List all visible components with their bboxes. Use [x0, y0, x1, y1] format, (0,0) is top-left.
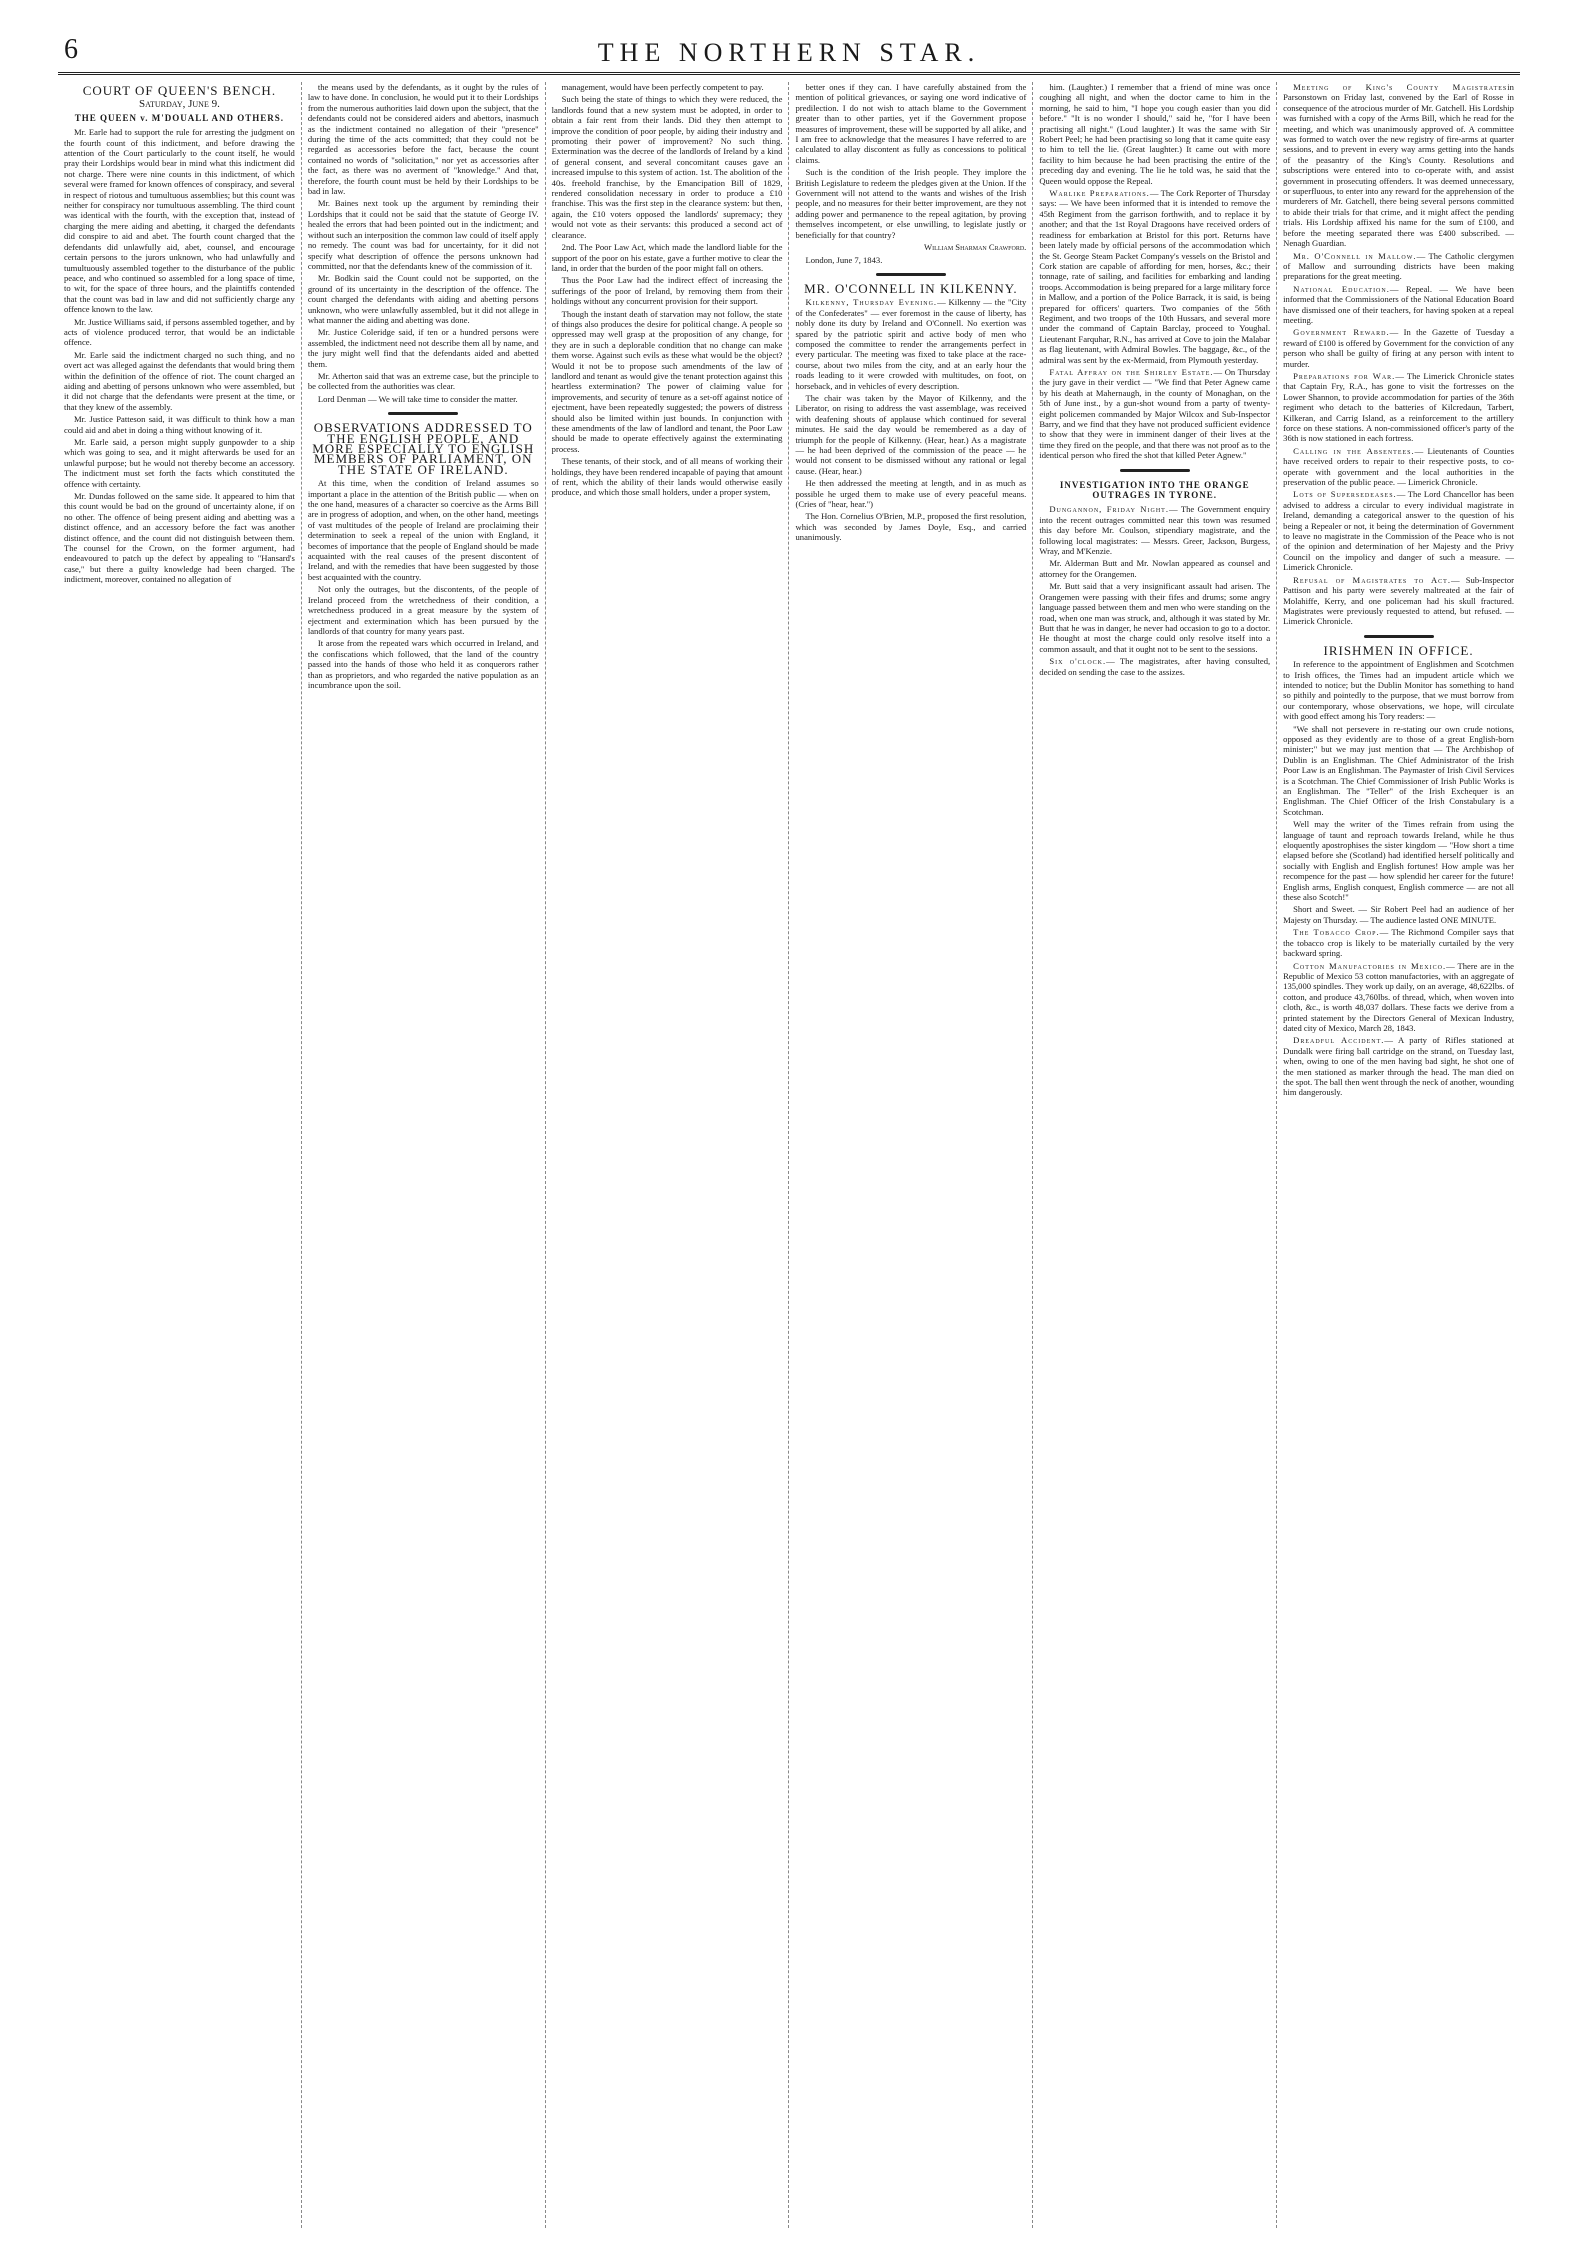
- paragraph-text: The Hon. Cornelius O'Brien, M.P., proposed the first resolution, which was seconded by James Doyle, Esq., and carried unanimously.: [795, 511, 1027, 543]
- column-1: [58, 82, 302, 2228]
- paragraph-lead: Calling in the Absentees.: [1293, 445, 1415, 456]
- paragraph-text: Mr. Alderman Butt and Mr. Nowlan appeared as counsel and attorney for the Orangemen.: [1039, 558, 1271, 579]
- article-paragraph: [795, 167, 1026, 240]
- paragraph-text: Lord Denman — We will take time to consider the matter.: [317, 393, 518, 404]
- article-paragraph: [1283, 327, 1514, 369]
- page-number: 6: [64, 34, 78, 65]
- paragraph-text: — In the Gazette of Tuesday a reward of £100 is offered by Government for the conviction of any person who shall be guilty of firing at any person with intent to murder.: [1283, 327, 1514, 369]
- article-paragraph: [795, 478, 1026, 509]
- article-paragraph: [1283, 446, 1514, 488]
- article-paragraph: [795, 393, 1026, 476]
- paragraph-text: Mr. Bodkin said the Count could not be supported, on the ground of its uncertainty in the description of the offence. The count charged the defendants with aiding and abetting persons unknown, who were unlawfully assembled, but it did not allege in what manner the aiding and abetting was done.: [307, 273, 539, 325]
- article-paragraph: [1283, 724, 1514, 818]
- article-paragraph: [1039, 581, 1270, 654]
- section-heading: IRISHMEN IN OFFICE.: [1323, 642, 1474, 658]
- article-paragraph: [795, 297, 1026, 391]
- paragraph-text: 2nd. The Poor Law Act, which made the landlord liable for the support of the poor on his estate, gave a further motive to clear the land, in order that the burden of the poor might fall on others.: [551, 242, 783, 273]
- article-paragraph: [1283, 904, 1514, 925]
- section-heading: MR. O'CONNELL IN KILKENNY.: [804, 280, 1018, 296]
- paragraph-lead: Preparations for War.: [1293, 370, 1396, 381]
- article-paragraph: [1283, 489, 1514, 572]
- article-paragraph: [1283, 819, 1514, 902]
- article-paragraph: [308, 584, 539, 636]
- newspaper-title: THE NORTHERN STAR.: [597, 38, 981, 67]
- paragraph-lead: Kilkenny, Thursday Evening.: [805, 297, 938, 308]
- article-paragraph: [552, 94, 783, 240]
- paragraph-text: Though the instant death of starvation may not follow, the state of things also produces the desire for political change. A people so oppressed may well grasp at the proposition of any change, for they are in such a deplorable condition that no change can make them worse. Against such evils as these what would be the object? Would it not be to propose such amendments of the law of landlord and tenant as would give the tenant protection against this heartless extermination? The power of claiming value for improvements, and security of tenure as a set-off against notice of ejectment, have been repeatedly suggested; the powers of distress should also be limited within just bounds. In conjunction with these amendments of the law of landlord and tenant, the Poor Law should be made to operate effectively against the exterminating process.: [551, 308, 783, 454]
- section-divider: [1364, 635, 1434, 638]
- article-paragraph: [1283, 284, 1514, 326]
- paragraph-text: Mr. Baines next took up the argument by reminding their Lordships that it could not be said that the statute of George IV. healed the errors that had been pointed out in the indictment; and without such an interposition the common law could of itself apply no remedy. The count was bad for uncertainty, for it did not specify what description of offence the persons unknown had committed, nor that the defendants knew of the commission of it.: [307, 198, 539, 271]
- article-paragraph: [64, 127, 295, 314]
- paragraph-text: — The Richmond Compiler says that the tobacco crop is likely to be materially curtailed by the very backward spring.: [1283, 927, 1514, 959]
- paragraph-text: — The magistrates, after having consulted, decided on sending the case to the assizes.: [1039, 656, 1271, 677]
- column-6: [1277, 82, 1520, 2228]
- section-heading: INVESTIGATION INTO THE ORANGE OUTRAGES IN TYRONE.: [1059, 479, 1250, 501]
- paragraph-text: management, would have been perfectly competent to pay.: [561, 82, 764, 92]
- section-heading: Saturday, June 9.: [139, 98, 220, 111]
- article-paragraph: [1283, 371, 1514, 444]
- paragraph-text: "We shall not persevere in re-stating our own crude notions, opposed as they evidently are to those of a great English-born minister;" but we may just mention that — The Archbishop of Dublin is an Englishman. The Chief Administrator of the Irish Poor Law is an Englishman. The Paymaster of Irish Civil Services is a Scotchman. The Chief Commissioner of Irish Public Works is an Englishman. The "Teller" of the Irish Exchequer is an Englishman. The Chief Officer of the Irish Constabulary is a Scotchman.: [1283, 723, 1514, 817]
- article-paragraph: [64, 437, 295, 489]
- paragraph-lead: Refusal of Magistrates to Act.: [1293, 574, 1451, 585]
- paragraph-lead: Government Reward.: [1293, 327, 1390, 338]
- article-paragraph: [1039, 82, 1270, 186]
- article-paragraph: [1283, 251, 1514, 282]
- paragraph-text: — The Limerick Chronicle states that Captain Fry, R.A., has gone to visit the fortresses on the Lower Shannon, to provide accommodation for parties of the 36th regiment who detach to the batteries of Kilcredaun, Tarbert, Kilkeran, and Carrig Island, as a reinforcement to the artillery force on these stations. A non-commissioned officer's party of the 36th is now stationed in each fortress.: [1283, 370, 1514, 444]
- dateline: London, June 7, 1843.: [805, 254, 883, 265]
- article-paragraph: [1283, 82, 1514, 249]
- column-3: [546, 82, 790, 2228]
- paragraph-text: Mr. Earle said, a person might supply gunpowder to a ship which was going to sea, and it might afterwards be used for an unlawful purpose; but he would not thereby become an accessory. The indictment must set forth the facts which constituted the offence with certainty.: [64, 437, 295, 489]
- paragraph-text: — Kilkenny — the "City of the Confederates" — ever foremost in the cause of liberty, has nobly done its duty by Ireland and O'Connell. No exertion was spared by the patriotic spirit and active body of men who composed the committee to render the arrangements perfect in every particular. The meeting was fixed to take place at the race-course, about two miles from the city, and at an early hour the roads leading to it were crowded with multitudes, on foot, on horseback, and in vehicles of every description.: [795, 297, 1027, 391]
- article-paragraph: [1283, 575, 1514, 627]
- paragraph-text: Well may the writer of the Times refrain from using the language of taunt and reproach towards Ireland, while he thus eloquently apostrophises the sister kingdom — "How short a time elapsed before she (Scotland) had identified herself politically and socially with English and English fortunes! How ample was her recompence for the past — how splendid her career for the future! English arms, English conquest, English commerce — are not all these also Scotch!": [1283, 819, 1514, 903]
- article-paragraph: [1039, 656, 1270, 677]
- column-2: [302, 82, 546, 2228]
- section-divider: [1120, 469, 1190, 472]
- article-paragraph: [795, 82, 1026, 165]
- paragraph-text: Thus the Poor Law had the indirect effect of increasing the sufferings of the poor of Ireland, by removing them from their holdings without any concurrent provision for their support.: [551, 275, 783, 307]
- article-paragraph: [308, 198, 539, 271]
- paragraph-lead: Dungannon, Friday Night.: [1049, 504, 1169, 515]
- paragraph-text: the means used by the defendants, as it ought by the rules of law to have done. In conclusion, he would put it to their Lordships from the numerous authorities laid down upon the subject, that the defendants could not be considered aiders and abettors, inasmuch as the indictment contained no allegation of their "presence" during the time of the acts committed; that they could not be regarded as accessories before the fact, because the count contained no words of "solicitation," nor yet as accessories after the fact, as there was no averment of "knowledge." And that, therefore, the fourth count must be held by their Lordships to be bad in law.: [307, 82, 539, 197]
- paragraph-lead: National Education.: [1293, 283, 1390, 294]
- paragraph-text: The chair was taken by the Mayor of Kilkenny, and the Liberator, on rising to address the vast assemblage, was received with deafening shouts of applause which continued for several minutes. He said the day would be remembered as a day of triumph for the people of Kilkenny. (Hear, hear.) As a magistrate — he had been deprived of the commission of the peace — he would not consent to be dismissed without any rational or legal cause. (Hear, hear.): [795, 392, 1027, 476]
- article-paragraph: [552, 309, 783, 455]
- article-paragraph: [1283, 1035, 1514, 1097]
- paragraph-text: Mr. Butt said that a very insignificant assault had arisen. The Orangemen were passing with their fifes and drums; some angry language passed between them and men who were standing on the road, when one man was struck, and, although it was stated by Mr. Butt that he was in danger, he never had occasion to go to a doctor. He thought at most the charge could only resolve itself into a common assault, and that it ought not to be sent to the sessions.: [1039, 581, 1271, 654]
- paragraph-lead: Cotton Manufactories in Mexico.: [1293, 960, 1447, 971]
- paragraph-text: — The Government enquiry into the recent outrages committed near this town was resumed this day before Mr. Coulson, stipendiary magistrate, and the following local magistrates: — Messrs. Greer, Jackson, Burgess, Wray, and M'Kenzie.: [1039, 504, 1271, 557]
- column-5: [1033, 82, 1277, 2228]
- paragraph-lead: Mr. O'Connell in Mallow.: [1293, 250, 1417, 261]
- article-paragraph: [552, 275, 783, 306]
- article-paragraph: [1283, 659, 1514, 721]
- article-paragraph: [308, 478, 539, 582]
- paragraph-text: — The Catholic clergymen of Mallow and surrounding districts have been making preparations for the great meeting.: [1283, 250, 1514, 282]
- column-grid: [58, 82, 1520, 2228]
- paragraph-lead: The Tobacco Crop.: [1293, 927, 1380, 938]
- article-paragraph: [64, 317, 295, 348]
- section-divider: [876, 273, 946, 276]
- paragraph-lead: Lots of Supersedeases.: [1293, 489, 1397, 500]
- paragraph-text: Short and Sweet. — Sir Robert Peel had an audience of her Majesty on Thursday. — The audience lasted ONE MINUTE.: [1283, 904, 1514, 925]
- paragraph-text: — A party of Rifles stationed at Dundalk were firing ball cartridge on the strand, on Tuesday last, when, owing to one of the men having bad sight, he shot one of the men stationed as marker through the head. The man died on the spot. The ball then went through the neck of another, wounding him dangerously.: [1283, 1035, 1514, 1098]
- paragraph-text: He then addressed the meeting at length, and in as much as possible he urged them to make use of every peaceful means. (Cries of "hear, hear."): [795, 478, 1027, 510]
- paragraph-lead: Six o'clock.: [1049, 656, 1107, 667]
- paragraph-text: — Lieutenants of Counties have received orders to repair to their respective posts, to co-operate with government and the local authorities in the preservation of the public peace. — Limerick Chronicle.: [1283, 445, 1514, 488]
- paragraph-lead: Fatal Affray on the Shirley Estate.: [1049, 366, 1214, 377]
- paragraph-text: — The Lord Chancellor has been advised to address a circular to every individual magistrate in Ireland, demanding a categorical answer to the question of his being a Repealer or not, it being the determination of Government to leave no magistrate in the Commission of the Peace who is not of the opinion and determination of her Majesty and the Privy Council on the impolicy and danger of such a measure. — Limerick Chronicle.: [1283, 489, 1514, 573]
- article-paragraph: [308, 327, 539, 369]
- article-paragraph: [552, 456, 783, 498]
- paragraph-text: Mr. Earle said the indictment charged no such thing, and no overt act was alleged against the defendants that would bring them within the definition of the offence of riot. The count charged an aiding and abetting of persons unknown who were assembled, but it did not charge that the defendants were present at the time, or that they knew of the assembly.: [64, 349, 295, 412]
- article-paragraph: [552, 242, 783, 273]
- paragraph-text: Such being the state of things to which they were reduced, the landlords found that a new system must be adopted, in order to obtain a fair rent from their lands. Did they then attempt to improve the condition of poor people, by aiding their industry and promoting their power of improvement? No such thing. Extermination was the decree of the landlords of Ireland by a kind of general consent, and several concomitant causes gave an increased impulse to this system of action. 1st. The abolition of the 40s. freehold franchise, by the Emancipation Bill of 1829, rendered consolidation necessary in order to produce a £10 franchise. This was the first step in the clearance system: but then, again, the £10 voters opposed the landlords' supremacy; they would not vote as their servants: this produced a second act of clearance.: [551, 94, 783, 240]
- article-paragraph: [308, 394, 539, 404]
- article-paragraph: [1039, 558, 1270, 579]
- paragraph-text: Mr. Dundas followed on the same side. It appeared to him that this count would be bad on the ground of uncertainty alone, if on no other. The offence of being present aiding and abetting was a distinct offence, and an accessory before the fact was another distinct offence, and the count did not distinguish between them. The counsel for the Crown, on the former argument, had endeavoured to patch up the defect by appealing to "Hansard's case," but there a guilty knowledge had been charged. The indictment, moreover, contained no allegation of: [64, 491, 295, 585]
- article-paragraph: [64, 350, 295, 412]
- paragraph-lead: Warlike Preparations.: [1049, 188, 1150, 199]
- signature: William Sharman Crawford.: [924, 242, 1027, 253]
- paragraph-text: — Sub-Inspector Pattison and his party were severely maltreated at the fair of Molahiffe, Kerry, and one policeman had his skull fractured. Magistrates were previously requested to attend, but refused. — Limerick Chronicle.: [1283, 574, 1514, 627]
- paragraph-text: Such is the condition of the Irish people. They implore the British Legislature to redeem the pledges given at the Union. If the Government will not attend to the wants and wishes of the Irish people, and no measures for their better improvement, are they not adding power and permanence to the repeal agitation, by proving themselves incompetent, or else unwilling, to legislate justly or beneficially for that country?: [795, 167, 1027, 240]
- paragraph-lead: Dreadful Accident.: [1293, 1035, 1385, 1046]
- paragraph-text: Mr. Justice Coleridge said, if ten or a hundred persons were assembled, the indictment need not describe them all by name, and the jury might well find that the defendants aided and abetted them.: [307, 327, 539, 369]
- column-4: [789, 82, 1033, 2228]
- paragraph-text: — Repeal. — We have been informed that the Commissioners of the National Education Board have dismissed one of their teachers, for having spoken at a repeal meeting.: [1283, 283, 1514, 325]
- article-paragraph: [308, 82, 539, 196]
- section-divider: [388, 412, 458, 415]
- paragraph-text: Mr. Justice Patteson said, it was difficult to think how a man could aid and abet in doing a thing without knowing of it.: [64, 414, 295, 435]
- paragraph-text: Not only the outrages, but the discontents, of the people of Ireland proceed from the wretchedness of their condition, a wretchedness produced in a great measure by the system of ejectment and extermination which has been pursued by the landlords of that country for many years past.: [307, 584, 539, 636]
- paragraph-text: better ones if they can. I have carefully abstained from the mention of political grievances, or saying one word indicative of predilection. I do not wish to attach blame to the Government greater than to other parties, yet if the Government propose measures of improvement, these will be supported by all alike, and I am free to acknowledge that the measures I have referred to are calculated to allay discontent as fully as concessions to political claims.: [795, 82, 1027, 165]
- article-paragraph: [64, 491, 295, 585]
- paragraph-text: Mr. Justice Williams said, if persons assembled together, and by acts of violence produced terror, that would be an indictable offence.: [64, 316, 295, 348]
- paragraph-text: At this time, when the condition of Ireland assumes so important a place in the attention of the British public — when on the one hand, measures of a character so coercive as the Arms Bill are in progress of adoption, and when, on the other hand, meetings of vast multitudes of the people of Ireland are proclaiming their determination to seek a repeal of the union with England, it becomes of importance that the people of England should be made acquainted with the real causes of the present discontent of Ireland, and with the remedies that have been suggested by those best acquainted with the country.: [307, 478, 539, 582]
- article-paragraph: [1039, 367, 1270, 461]
- article-paragraph: [795, 511, 1026, 542]
- section-heading: THE QUEEN v. M'DOUALL AND OTHERS.: [74, 112, 285, 123]
- article-paragraph: [1039, 188, 1270, 365]
- paragraph-text: Mr. Earle had to support the rule for arresting the judgment on the fourth count of this indictment, and before drawing the attention of the Court particularly to the count itself, he would pray their Lordships would bear in mind what this indictment did not charge. There were nine counts in this indictment, of which several were framed for known offences of conspiracy, and several in respect of riotous and tumultuous assemblies; but this count was neither for conspiracy nor tumultuous assembling. The third count was identical with the fourth, with the exception that, instead of charging the mere aiding and abetting, it charged the defendants did conspire to aid and abet. The fourth count charged that the defendants did unlawfully aid, abet, counsel, and encourage certain persons to the jurors unknown, who had unlawfully and tumultuously assembled together to the disturbance of the public peace, and who continued so assembled for a long space of time, to wit, for the space of three hours, and the plaintiffs contended that the count was bad in law and did not sufficiently charge any offence known to the law.: [64, 127, 295, 315]
- paragraph-text: — On Thursday the jury gave in their verdict — "We find that Peter Agnew came by his death at Mahernaugh, in the county of Monaghan, on the 5th of June inst., by a gun-shot wound from a party of twenty-eight policemen commanded by Major Wilcox and Sub-Inspector Barry, and we find that they have not produced sufficient evidence to show that they were in imminent danger of their lives at the time they fired on the people, and that there was not proof as to the identical person who fired the shot that killed Peter Agnew.": [1039, 366, 1271, 461]
- article-paragraph: [308, 638, 539, 690]
- article-paragraph: [1283, 961, 1514, 1034]
- article-paragraph: [308, 371, 539, 392]
- paragraph-text: It arose from the repeated wars which occurred in Ireland, and the confiscations which followed, that the land of the country passed into the hands of those who held it as conquerors rather than as proprietors, and who regarded the native population as an incumbrance upon the soil.: [307, 638, 539, 690]
- article-paragraph: [1283, 927, 1514, 958]
- paragraph-text: him. (Laughter.) I remember that a friend of mine was once coughing all night, and when the doctor came to him in the morning, he said to him, "I hope you cough easier than you did before." "It is no wonder I should," said he, "for I have been practising all night." (Loud laughter.) It was the same with Sir Robert Peel; he had been practising so long that it came quite easy to him to tell the lie. (Great laughter.) It came out with more facility to him because he had been practising the entire of the preceding day and evening. The lie he told was, he said that the Queen would oppose the Repeal.: [1039, 82, 1271, 186]
- newspaper-page: [58, 34, 1520, 2228]
- article-paragraph: [64, 414, 295, 435]
- paragraph-text: — There are in the Republic of Mexico 53 cotton manufactories, with an aggregate of 135,000 spindles. They work up daily, on an average, 48,622lbs. of cotton, and produce 43,760lbs. of thread, which, when woven into cloth, &c., is worth 48,037 dollars. These facts we derive from a printed statement by the Directors General of Mexican Industry, dated city of Mexico, March 28, 1843.: [1283, 960, 1514, 1033]
- article-paragraph: [552, 82, 783, 92]
- section-heading: OBSERVATIONS ADDRESSED TO THE ENGLISH PEOPLE, AND MORE ESPECIALLY TO ENGLISH MEMBERS OF PARLIAMENT, ON THE STATE OF IRELAND.: [312, 420, 535, 477]
- article-paragraph: [1039, 504, 1270, 556]
- paragraph-text: Mr. Atherton said that was an extreme case, but the principle to be collected from the authorities was clear.: [307, 370, 539, 392]
- paragraph-text: in Parsonstown on Friday last, convened by the Earl of Rosse in consequence of the atrocious murder of Mr. Gatchell. His Lordship was furnished with a copy of the Arms Bill, which he read for the meeting, and which was unanimously approved of. A committee was formed to watch over the new registry of fire-arms at quarter sessions, and to prevent in every way arms getting into the hands of the peasantry of the King's County. Resolutions and subscriptions were entered into to co-operate with, and assist government in prosecuting offenders. It was deemed unnecessary, or superfluous, to enter into any reward for the apprehension of the murderers of Mr. Gatchell, there being several persons committed to abide their trials for that crime, and it might affect the pending trials. His Lordship affixed his name for the sum of £100, and before the meeting separated there was £400 subscribed. — Nenagh Guardian.: [1283, 82, 1514, 249]
- section-heading: COURT OF QUEEN'S BENCH.: [82, 83, 277, 98]
- article-paragraph: [308, 273, 539, 325]
- paragraph-text: In reference to the appointment of Englishmen and Scotchmen to Irish offices, the Times had an impudent article which we intended to notice; but the Dublin Monitor has something to hand so pithily and pointedly to the purpose, that we must borrow from our contemporary, whose observations, we hope, will circulate with good effect among his Tory readers: —: [1283, 659, 1514, 722]
- paragraph-text: These tenants, of their stock, and of all means of working their holdings, they have been rendered incapable of paying that amount of rent, which the ability of their lands would otherwise easily produce, and which those small holders, under a proper system,: [551, 456, 783, 498]
- masthead: [58, 34, 1520, 75]
- paragraph-text: — The Cork Reporter of Thursday says: — We have been informed that it is intended to remove the 45th Regiment from the garrison forthwith, and to replace it by another; and that the 1st Royal Dragoons have received orders of readiness for embarkation at Bristol for this port. Returns have been lately made by official persons of the accommodation which the St. George Steam Packet Company's vessels on the Bristol and Cork station are capable of affording for men, horses, &c.; their tonnage, rate of sailing, and facilities for embarking and landing troops. Accommodation is being prepared for a large military force in Mallow, and a portion of the Police Barrack, it is said, is being prepared for officers' quarters. Two companies of the 56th Regiment, and two troops of the 10th Hussars, and several more under the command of Captain Barclay, proceed to Youghal. Lieutenant Farquhar, R.N., has arrived at Cove to join the Malabar as flag lieutenant, with Admiral Bowles. The baggage, &c., of the admiral was sent by the ex-Mermaid, from Plymouth yesterday.: [1039, 188, 1271, 365]
- paragraph-lead: Meeting of King's County Magistrates: [1293, 82, 1508, 92]
